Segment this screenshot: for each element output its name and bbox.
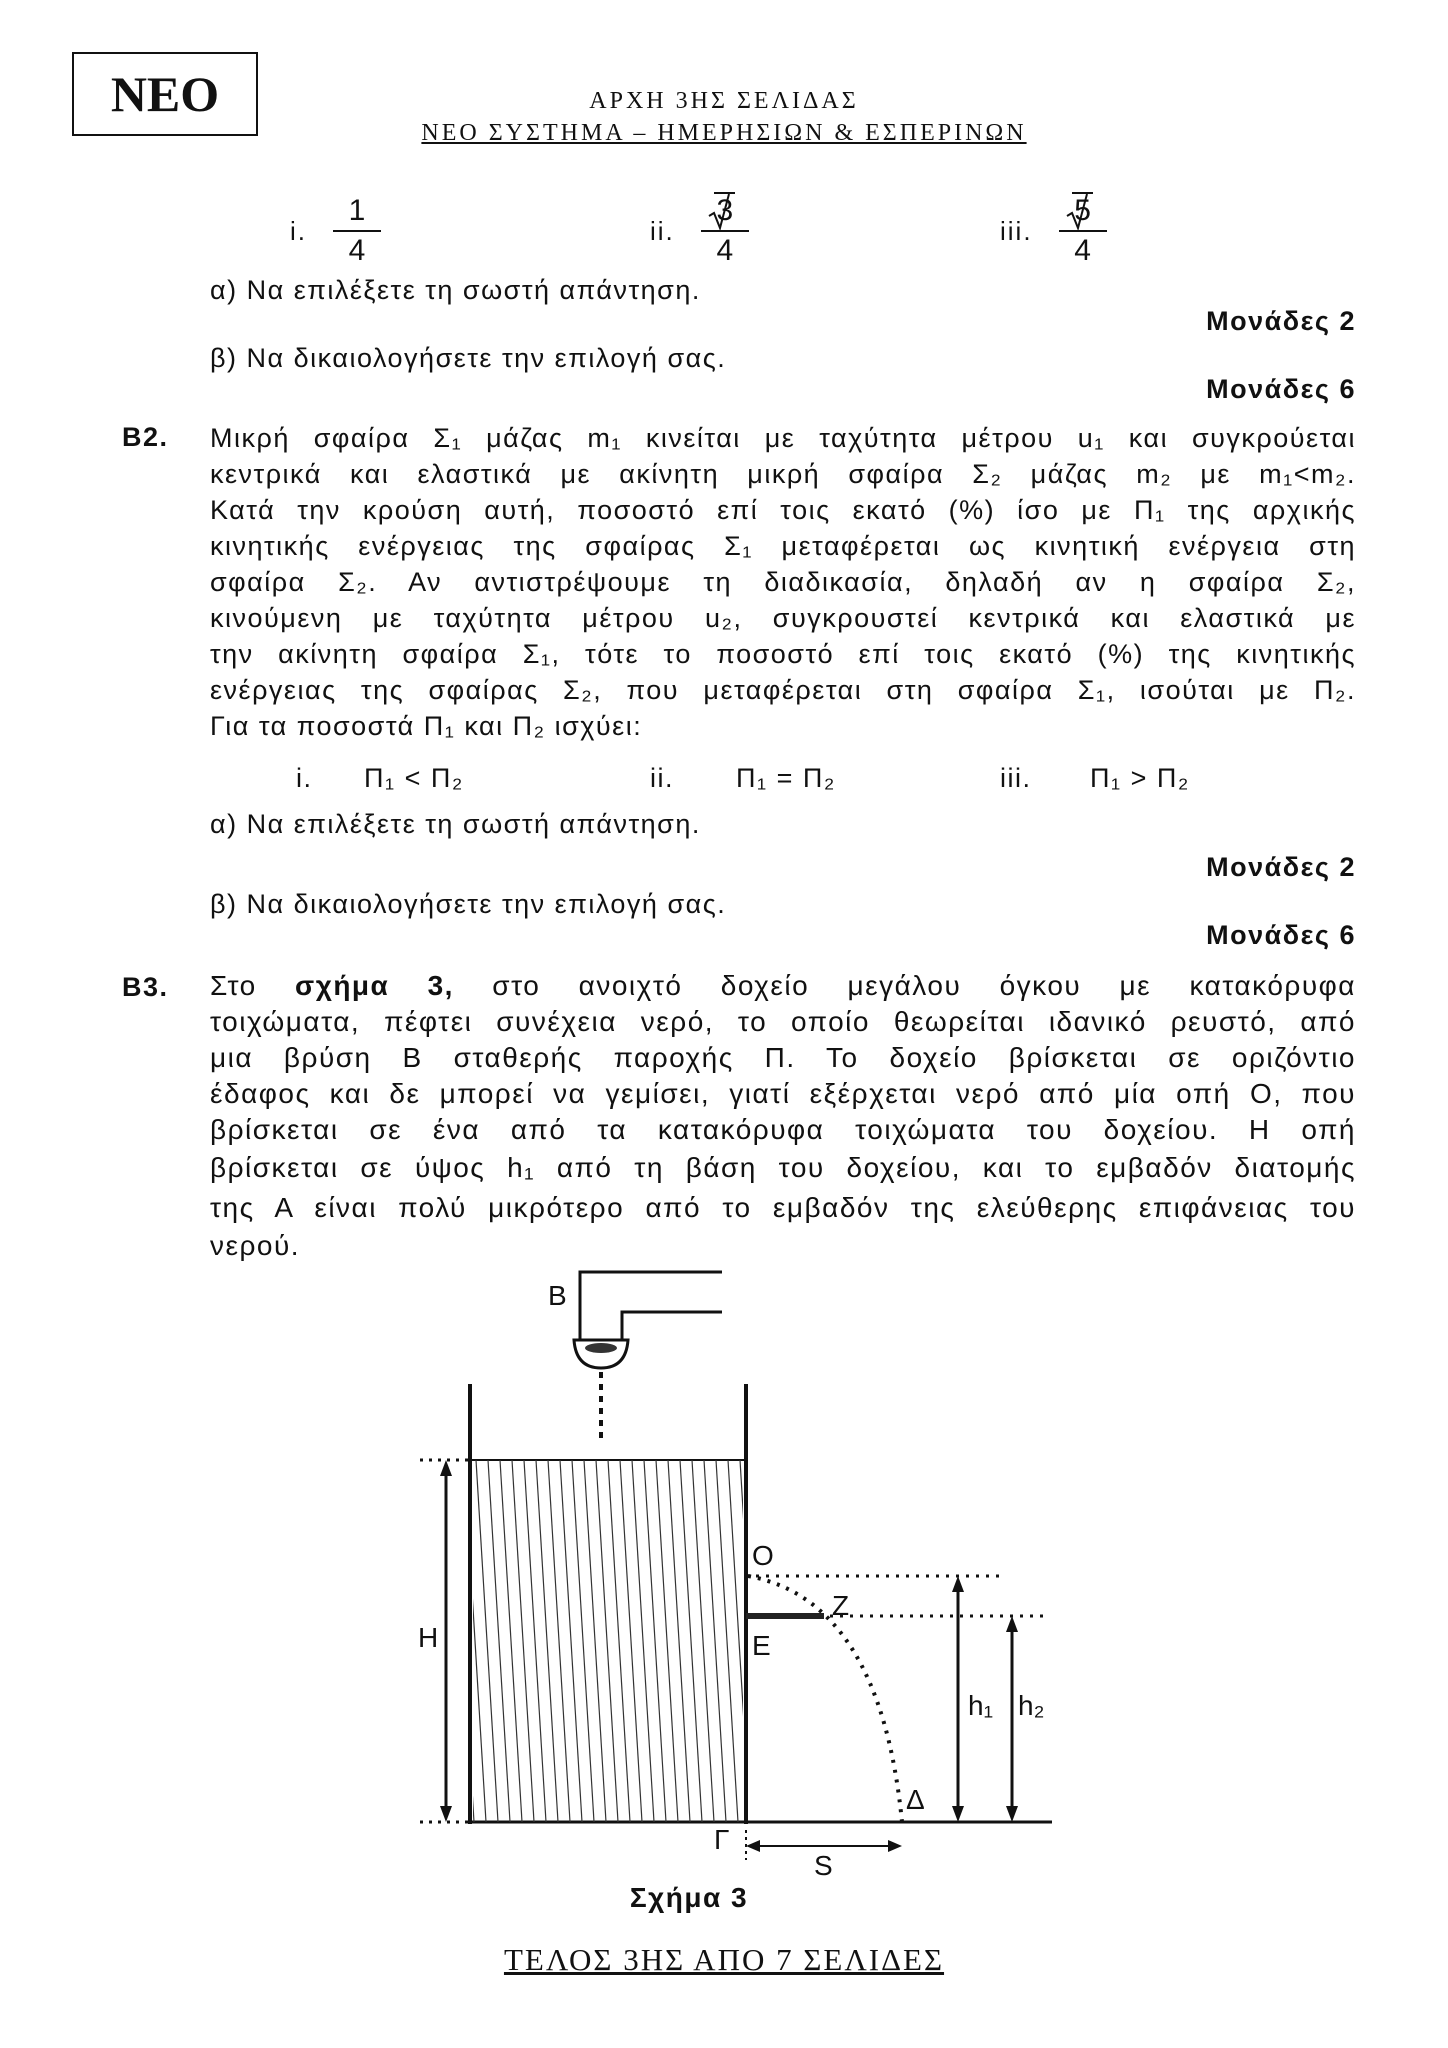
hatch-line (548, 1460, 570, 1822)
hatch-line (716, 1460, 738, 1822)
b3-line: μια βρύση Β σταθερής παροχής Π. Το δοχείο βρίσκεται σε οριζόντιο (210, 1042, 1356, 1073)
b3-number: Β3. (122, 972, 169, 1002)
figure-caption: Σχήμα 3 (629, 1882, 749, 1913)
b2-line: κεντρικά και ελαστικά με ακίνητη μικρή σφαίρα Σ₂ μάζας m₂ με m₁<m₂. (210, 459, 1356, 489)
hatch-line (668, 1460, 690, 1822)
b2-question-b: β) Να δικαιολογήσετε την επιλογή σας. (210, 889, 727, 919)
option-i-label: i. (290, 215, 307, 246)
label-E: Ε (752, 1630, 771, 1661)
b2-line: κινούμενη με ταχύτητα μέτρου u₂, συγκρουστεί κεντρικά και ελαστικά με (210, 603, 1356, 633)
b2-question-a: α) Να επιλέξετε τη σωστή απάντηση. (210, 809, 701, 839)
b2-option-i: Π₁ < Π₂ (364, 763, 464, 793)
page-header-line1: ΑΡΧΗ 3ΗΣ ΣΕΛΙΔΑΣ (589, 88, 859, 114)
sqrt-numerator: 3 (708, 192, 741, 230)
hatch-line (608, 1460, 630, 1822)
b2-number: Β2. (122, 422, 169, 452)
b1-points-a: Μονάδες 2 (1206, 306, 1356, 336)
height-arrow-h1 (952, 1576, 964, 1822)
b2-points-b: Μονάδες 6 (1206, 920, 1356, 950)
label-S: S (814, 1850, 833, 1881)
hatch-line (536, 1460, 558, 1822)
hatch-line (704, 1460, 726, 1822)
hatch-line (500, 1460, 522, 1822)
hatch-line (572, 1460, 594, 1822)
b2-option-i-label: i. (296, 763, 313, 793)
label-Delta: Δ (906, 1784, 925, 1815)
hatch-line (680, 1460, 702, 1822)
b2-line: ενέργειας της σφαίρας Σ₂, που μεταφέρεται στη σφαίρα Σ₁, ισούται με Π₂. (210, 675, 1356, 705)
b3-paragraph (210, 968, 1356, 1264)
hatch-line (560, 1460, 582, 1822)
option-iii (1000, 192, 1107, 270)
numerator: 1 (348, 194, 366, 227)
label-O: Ο (752, 1540, 774, 1571)
b3-line: βρίσκεται σε ένα από τα κατακόρυφα τοιχώματα του δοχείου. Η οπή (210, 1114, 1356, 1145)
height-arrow-h2 (1006, 1616, 1018, 1822)
page-footer: ΤΕΛΟΣ 3ΗΣ ΑΠΟ 7 ΣΕΛΙΔΕΣ (503, 1942, 945, 1977)
hatch-line (692, 1460, 714, 1822)
water-jet-trajectory (748, 1576, 902, 1822)
fraction-sqrt5-quarter (1059, 192, 1107, 270)
b3-line: νερού. (210, 1230, 301, 1261)
b2-paragraph (210, 420, 1356, 744)
radical-icon (1066, 192, 1088, 230)
b2-points-a: Μονάδες 2 (1206, 852, 1356, 882)
b2-option-ii-label: ii. (650, 763, 674, 793)
b2-line: Για τα ποσοστά Π₁ και Π₂ ισχύει: (210, 711, 643, 741)
shelf-E (746, 1613, 824, 1619)
b2-line: την ακίνητη σφαίρα Σ₁, τότε το ποσοστό επί τοις εκατό (%) της κινητικής (210, 639, 1356, 669)
b1-question-a: α) Να επιλέξετε τη σωστή απάντηση. (210, 275, 701, 305)
hatch-line (488, 1460, 510, 1822)
b2-option-iii-label: iii. (1000, 763, 1032, 793)
hatch-line (512, 1460, 534, 1822)
hatch-line (596, 1460, 618, 1822)
b2-line: σφαίρα Σ₂. Αν αντιστρέψουμε τη διαδικασία, δηλαδή αν η σφαίρα Σ₂, (210, 567, 1356, 597)
option-i (290, 192, 381, 270)
option-ii-label: ii. (650, 215, 675, 246)
figure-reference: σχήμα 3, (295, 970, 454, 1001)
b2-line: Μικρή σφαίρα Σ₁ μάζας m₁ κινείται με ταχύτητα μέτρου u₁ και συγκρούεται (210, 423, 1356, 453)
hatch-line (464, 1460, 486, 1822)
hatch-line (644, 1460, 666, 1822)
b2-option-iii: Π₁ > Π₂ (1090, 763, 1190, 793)
label-H: Η (418, 1622, 439, 1653)
label-h1: h₁ (968, 1690, 994, 1721)
label-Gamma: Γ (714, 1824, 730, 1855)
option-ii (650, 192, 749, 270)
option-iii-label: iii. (1000, 215, 1033, 246)
sqrt-numerator: 5 (1066, 192, 1099, 230)
b2-option-ii: Π₁ = Π₂ (736, 763, 836, 793)
b3-line: έδαφος και δε μπορεί να γεμίσει, γιατί εξέρχεται νερό από μία οπή Ο, που (210, 1078, 1356, 1109)
label-Z: Ζ (832, 1590, 850, 1621)
hatch-line (584, 1460, 606, 1822)
hatch-line (632, 1460, 654, 1822)
b1-question-b: β) Να δικαιολογήσετε την επιλογή σας. (210, 343, 727, 373)
b2-line: Κατά την κρούση αυτή, ποσοστό επί τοις εκατό (%) ίσο με Π₁ της αρχικής (210, 495, 1356, 525)
hatch-line (476, 1460, 498, 1822)
denominator: 4 (716, 234, 734, 267)
page-header-line2: ΝΕΟ ΣΥΣΤΗΜΑ – ΗΜΕΡΗΣΙΩΝ & ΕΣΠΕΡΙΝΩΝ (421, 120, 1027, 146)
radical-icon (708, 192, 730, 230)
hatch-line (440, 1460, 462, 1822)
b3-line: τοιχώματα, πέφτει συνέχεια νερό, το οποίο θεωρείται ιδανικό ρευστό, από (210, 1006, 1356, 1037)
neo-badge: ΝΕΟ (72, 52, 258, 136)
fraction-sqrt3-quarter (701, 192, 749, 270)
b3-line: Στο σχήμα 3, στο ανοιχτό δοχείο μεγάλου όγκου με κατακόρυφα (210, 970, 1356, 1001)
faucet (574, 1272, 722, 1368)
b3-line: της Α είναι πολύ μικρότερο από το εμβαδόν της ελεύθερης επιφάνειας του (210, 1192, 1356, 1223)
hatch-line (524, 1460, 546, 1822)
denominator: 4 (1074, 234, 1091, 267)
label-B: Β (548, 1280, 567, 1311)
b1-points-b: Μονάδες 6 (1206, 374, 1356, 404)
label-h2: h₂ (1018, 1690, 1045, 1721)
figure-3-diagram (0, 1240, 1448, 1920)
denominator: 4 (348, 234, 366, 267)
fraction-one-quarter (333, 192, 381, 270)
hatch-line (656, 1460, 678, 1822)
height-arrow-H (440, 1460, 452, 1822)
hatch-line (620, 1460, 642, 1822)
water-hatching (440, 1460, 774, 1822)
b3-line: βρίσκεται σε ύψος h₁ από τη βάση του δοχείου, και το εμβαδόν διατομής (210, 1152, 1356, 1183)
b2-line: κινητικής ενέργειας της σφαίρας Σ₁ μεταφέρεται ως κινητική ενέργεια στη (210, 531, 1356, 561)
